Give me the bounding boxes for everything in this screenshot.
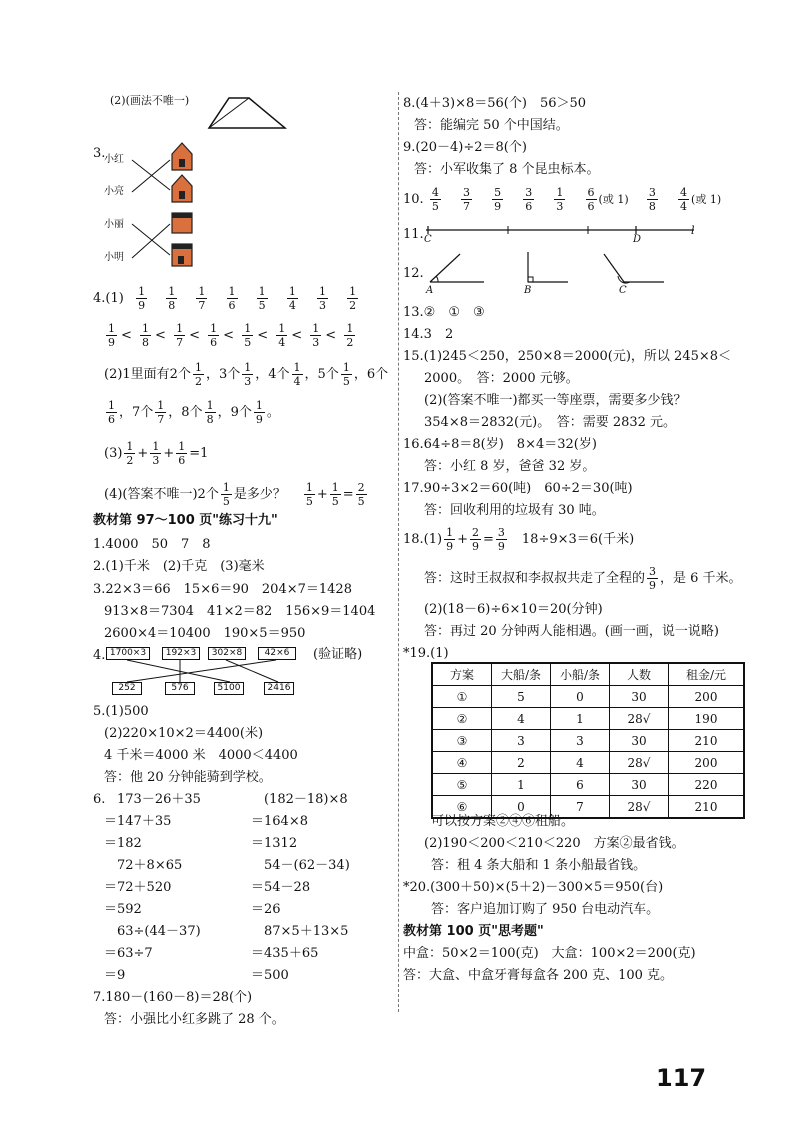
result-box: 5100	[214, 682, 244, 695]
q19-number: *19.(1)	[403, 646, 449, 661]
table-row	[432, 752, 744, 774]
fraction: $\frac{1}{8}$	[206, 399, 214, 426]
q11-label-l: l	[691, 224, 695, 237]
q12-label-b: B	[524, 285, 532, 296]
table-header: 人数	[610, 663, 669, 686]
think-1: 中盒：50×2＝100(克) 大盒：100×2＝200(克)	[403, 946, 696, 961]
table-cell: 1	[492, 774, 551, 796]
q4-part3: (3) $\frac{1}{2}$ + $\frac{1}{3}$ + $\frac{1}{6}$ =1	[104, 440, 209, 467]
fraction: $\frac{1}{3}$	[152, 440, 160, 467]
table-cell: 0	[492, 796, 551, 819]
rental-plans-table	[431, 662, 745, 819]
q4-line1	[93, 286, 360, 311]
ex-q5-3: 4 千米＝4000 米 4000＜4400	[104, 748, 298, 763]
q3-number: 3.	[93, 146, 106, 161]
table-cell: 6	[551, 774, 610, 796]
ex-q7-ans: 答：小强比小红多跳了 28 个。	[104, 1012, 285, 1027]
table-row	[432, 686, 744, 708]
expr-box: 302×8	[208, 647, 246, 660]
table-cell: ⑥	[432, 796, 492, 819]
name-xiaoming: 小明	[104, 252, 124, 263]
ex-q2: 2.(1)千米 (2)千克 (3)毫米	[93, 559, 265, 574]
table-cell: 220	[669, 774, 745, 796]
table-header-row	[432, 663, 744, 686]
table-cell: 200	[669, 752, 745, 774]
name-xiaoli: 小丽	[104, 219, 124, 230]
q4-part4: (4)(答案不唯一)2个 $\frac{1}{5}$ 是多少？ $\frac{1}{5}$ + $\frac{1}{5}$ = $\frac{2}{5}$	[104, 481, 365, 508]
table-header: 小船/条	[551, 663, 610, 686]
fraction: $\frac{1}{3}$	[318, 285, 326, 312]
table-cell: 5	[492, 686, 551, 708]
q4-part2b: $\frac{1}{6}$ ，7个 $\frac{1}{7}$ ，8个 $\frac{1}{8}$ ，9个 $\frac{1}{9}$ 。	[108, 399, 280, 426]
table-header: 大船/条	[492, 663, 551, 686]
ex-q1: 1.4000 50 7 8	[93, 537, 211, 552]
table-cell: ⑤	[432, 774, 492, 796]
q12-label-a: A	[426, 285, 434, 296]
ex-q3a: 3.22×3＝66 15×6＝90 204×7＝1428	[93, 582, 352, 597]
table-cell: ②	[432, 708, 492, 730]
calc: ＝9	[104, 968, 126, 983]
q11-number: 11.	[403, 227, 424, 242]
table-cell: 210	[669, 796, 745, 819]
result-box: 252	[112, 682, 142, 695]
table-cell: 30	[610, 686, 669, 708]
fraction: $\frac{1}{7}$	[157, 399, 165, 426]
q11-label-d: D	[633, 234, 642, 245]
q16: 16.64÷8＝8(岁) 8×4＝32(岁)	[403, 437, 597, 452]
calc: ＝182	[104, 836, 142, 851]
fraction: $\frac{1}{6}$	[178, 440, 186, 467]
fraction: $\frac{1}{9}$	[446, 526, 454, 553]
table-cell: 30	[610, 774, 669, 796]
fraction: $\frac{3}{9}$	[649, 565, 657, 592]
result-box: 576	[165, 682, 195, 695]
name-xiaohong: 小红	[104, 154, 124, 165]
ex-q5-ans: 答：他 20 分钟能骑到学校。	[104, 770, 272, 785]
q16-ans: 答：小红 8 岁，爸爸 32 岁。	[424, 459, 596, 474]
q8: 8.(4＋3)×8＝56(个) 56＞50	[403, 96, 587, 111]
table-cell: 30	[610, 730, 669, 752]
q15-2: 2000。 答：2000 元够。	[424, 371, 579, 386]
calc: 173－26＋35	[117, 792, 201, 807]
q4-part2a: (2)1里面有2个 $\frac{1}{2}$ ，3个 $\frac{1}{3}$ ，4个 $\frac{1}{4}$ ，5个 $\frac{1}{5}$ ，6个	[104, 361, 389, 388]
result-box: 2416	[264, 682, 294, 695]
fraction: $\frac{1}{8}$	[142, 322, 150, 349]
calc: (182－18)×8	[264, 792, 348, 807]
table-cell: 4	[551, 752, 610, 774]
calc: ＝435＋65	[251, 946, 319, 961]
fraction: $\frac{3}{9}$	[497, 526, 505, 553]
fraction: $\frac{1}{5}$	[222, 481, 230, 508]
q4-ordering: $\frac{1}{9}$ < $\frac{1}{8}$ < $\frac{1}{7}$ < $\frac{1}{6}$ < $\frac{1}{5}$ < $\frac{1}{4}$ < $\frac{1}{3}$ < $\frac{1}{2}$	[108, 322, 354, 349]
q20-ans: 答：客户追加订购了 950 台电动汽车。	[431, 902, 660, 917]
think-2: 答：大盒、中盒牙膏每盒各 200 克、100 克。	[403, 968, 674, 983]
calc: ＝164×8	[251, 814, 308, 829]
fraction: $\frac{1}{4}$	[293, 361, 301, 388]
expr-box: 42×6	[258, 647, 296, 660]
q18-2: (2)(18－6)÷6×10＝20(分钟)	[424, 602, 603, 617]
q15-1: 15.(1)245＜250，250×8＝2000(元)，所以 245×8＜	[403, 349, 732, 364]
table-cell: ③	[432, 730, 492, 752]
q19-after-2: (2)190＜200＜210＜220 方案②最省钱。	[424, 836, 685, 851]
q12-angles	[424, 250, 674, 290]
q18-ans2: 答：再过 20 分钟两人能相遇。(画一画，说一说略)	[424, 624, 719, 639]
table-row	[432, 708, 744, 730]
table-cell: ④	[432, 752, 492, 774]
table-row	[432, 774, 744, 796]
calc: 87×5＋13×5	[264, 924, 349, 939]
table-cell: 7	[551, 796, 610, 819]
fraction: $\frac{1}{7}$	[176, 322, 184, 349]
table-header: 方案	[432, 663, 492, 686]
fraction: $\frac{3}{6}$	[525, 186, 533, 213]
calc: ＝500	[251, 968, 289, 983]
q17-ans: 答：回收利用的垃圾有 30 吨。	[424, 503, 605, 518]
q19-after-3: 答：租 4 条大船和 1 条小船最省钱。	[431, 858, 647, 873]
table-cell: 28√	[610, 752, 669, 774]
fraction: $\frac{1}{7}$	[198, 285, 206, 312]
table-cell: 28√	[610, 796, 669, 819]
ex-q7: 7.180－(160－8)＝28(个)	[93, 990, 253, 1005]
table-cell: 1	[551, 708, 610, 730]
calc: ＝147＋35	[104, 814, 172, 829]
ex-q5-1: 5.(1)500	[93, 704, 149, 719]
fraction: $\frac{2}{5}$	[357, 481, 365, 508]
fraction: $\frac{4}{5}$	[431, 186, 439, 213]
section-heading: 教材第 97～100 页"练习十九"	[93, 513, 278, 528]
ex-q4-number: 4.	[93, 648, 106, 663]
ex-q6-number: 6.	[93, 792, 106, 807]
fraction: $\frac{1}{6}$	[228, 285, 236, 312]
q12-label-c: C	[619, 285, 627, 296]
table-cell: ①	[432, 686, 492, 708]
calc: 63÷(44－37)	[117, 924, 201, 939]
fraction: $\frac{1}{9}$	[255, 399, 263, 426]
fraction: $\frac{1}{5}$	[305, 481, 313, 508]
fraction: $\frac{1}{5}$	[331, 481, 339, 508]
fraction: $\frac{1}{9}$	[138, 285, 146, 312]
fraction: $\frac{1}{8}$	[168, 285, 176, 312]
fraction: $\frac{1}{5}$	[342, 361, 350, 388]
q17: 17.90÷3×2＝60(吨) 60÷2＝30(吨)	[403, 481, 633, 496]
q4-number: 4.(1)	[93, 291, 124, 306]
fraction: $\frac{1}{6}$	[108, 399, 115, 426]
fraction: $\frac{1}{3}$	[556, 186, 564, 213]
fraction: $\frac{4}{4}$	[680, 186, 688, 213]
name-xiaoliang: 小亮	[104, 186, 124, 197]
q10: 10. $\frac{4}{5}$ $\frac{3}{7}$ $\frac{5}{9}$ $\frac{3}{6}$ $\frac{1}{3}$ $\frac{6}{6}$ (或 1) $\frac{3}{8}$ $\frac{4}{4}$ (或 1)	[403, 186, 722, 213]
calc: ＝72＋520	[104, 880, 172, 895]
calc: 54－(62－34)	[264, 858, 350, 873]
matching-houses	[126, 140, 196, 275]
matching-lines	[100, 660, 300, 684]
calc: ＝54－28	[251, 880, 311, 895]
table-cell: 190	[669, 708, 745, 730]
table-cell: 200	[669, 686, 745, 708]
table-row	[432, 730, 744, 752]
fraction: $\frac{1}{3}$	[312, 322, 320, 349]
table-cell: 3	[551, 730, 610, 752]
calc: ＝1312	[251, 836, 298, 851]
table-cell: 2	[492, 752, 551, 774]
q9-ans: 答：小军收集了 8 个昆虫标本。	[414, 162, 600, 177]
table-cell: 4	[492, 708, 551, 730]
ex-q4-note: (验证略)	[313, 647, 363, 662]
ex-q5-2: (2)220×10×2＝4400(米)	[104, 726, 264, 741]
q15-4: 354×8＝2832(元)。 答：需要 2832 元。	[424, 415, 677, 430]
fraction: $\frac{2}{9}$	[472, 526, 479, 553]
fraction: $\frac{1}{4}$	[278, 322, 286, 349]
section-heading-2: 教材第 100 页"思考题"	[403, 924, 544, 939]
fraction: $\frac{1}{2}$	[126, 440, 134, 467]
page-number: 117	[656, 1064, 707, 1092]
q11-label-c: C	[424, 234, 432, 245]
fraction: $\frac{3}{8}$	[648, 186, 656, 213]
ex-q3b: 913×8＝7304 41×2＝82 156×9＝1404	[104, 604, 376, 619]
q18-1: 18.(1) $\frac{1}{9}$ + $\frac{2}{9}$ = $\frac{3}{9}$ 18÷9×3＝6(千米)	[403, 526, 635, 553]
q13: 13.② ① ③	[403, 305, 485, 320]
fraction: $\frac{5}{9}$	[494, 186, 502, 213]
fraction: $\frac{1}{2}$	[346, 322, 354, 349]
q15-3: (2)(答案不唯一)都买一等座票，需要多少钱？	[424, 393, 687, 408]
fraction: $\frac{6}{6}$	[587, 186, 595, 213]
fraction: $\frac{3}{7}$	[462, 186, 470, 213]
q9: 9.(20－4)÷2＝8(个)	[403, 140, 527, 155]
fraction: $\frac{1}{2}$	[194, 361, 202, 388]
left-l1: (2)(画法不唯一)	[110, 94, 190, 107]
fraction: $\frac{1}{5}$	[258, 285, 266, 312]
fraction: $\frac{1}{4}$	[288, 285, 296, 312]
fraction: $\frac{1}{2}$	[349, 285, 357, 312]
calc: ＝26	[251, 902, 281, 917]
fraction: $\frac{1}{5}$	[244, 322, 252, 349]
q8-ans: 答：能编完 50 个中国结。	[414, 118, 569, 133]
table-cell: 3	[492, 730, 551, 752]
column-divider	[398, 92, 399, 1012]
calc: ＝63÷7	[104, 946, 153, 961]
table-cell: 28√	[610, 708, 669, 730]
q19-after-1: 可以按方案②④⑥租船。	[431, 814, 575, 829]
ex-q3c: 2600×4＝10400 190×5＝950	[104, 626, 306, 641]
table-cell: 0	[551, 686, 610, 708]
calc: ＝592	[104, 902, 142, 917]
expr-box: 1700×3	[106, 647, 150, 660]
fraction: $\frac{1}{9}$	[108, 322, 115, 349]
table-cell: 210	[669, 730, 745, 752]
q20: *20.(300＋50)×(5＋2)－300×5＝950(台)	[403, 880, 664, 895]
fraction: $\frac{1}{6}$	[210, 322, 218, 349]
table-header: 租金/元	[669, 663, 745, 686]
fraction: $\frac{1}{3}$	[244, 361, 252, 388]
q11-line	[424, 222, 704, 244]
q14: 14.3 2	[403, 327, 454, 342]
q18-ans: 答：这时王叔叔和李叔叔共走了全程的 $\frac{3}{9}$ ，是 6 千米。	[424, 565, 742, 592]
q12-number: 12.	[403, 266, 424, 281]
expr-box: 192×3	[162, 647, 200, 660]
trapezoid-drawing	[205, 94, 290, 132]
calc: 72＋8×65	[117, 858, 183, 873]
